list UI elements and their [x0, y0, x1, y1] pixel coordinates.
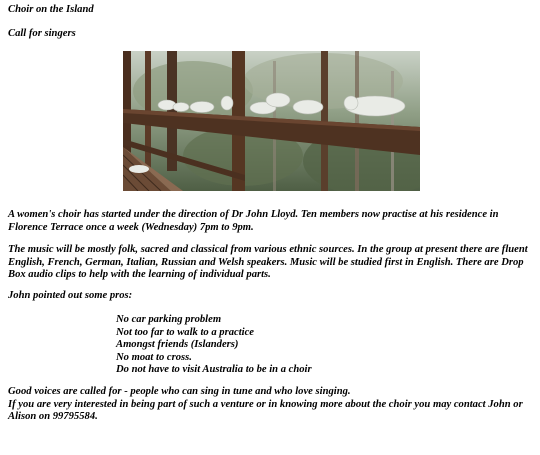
music-paragraph: The music will be mostly folk, sacred and classical from various ethnic sources. In the group at present there are fluent English, French, German, Italian, Russian and Welsh speakers. Music will be studied first in English. There are Drop Box audio clips to help with the learning of individual parts. — [8, 244, 528, 281]
good-voices-line: Good voices are called for - people who can sing in tune and who love singing. — [8, 386, 351, 397]
list-item: Amongst friends (Islanders) — [116, 339, 239, 351]
intro-paragraph: A women's choir has started under the direction of Dr John Lloyd. Ten members now practise at his residence in Florence Terrace once a week (Wednesday) 7pm to 9pm. — [8, 209, 499, 233]
document-title: Choir on the Island — [8, 4, 94, 15]
list-item: Not too far to walk to a practice — [116, 326, 255, 338]
contact-line: If you are very interested in being part of such a venture or in knowing more about the choir you may contact John or Alison on 99795584. — [8, 398, 523, 423]
closing-paragraph — [8, 386, 534, 424]
pros-intro: John pointed out some pros: — [8, 290, 133, 301]
list-item: Do not have to visit Australia to be in a choir — [116, 364, 312, 376]
cockatoos-on-railing-photo — [123, 51, 420, 191]
list-item: No car parking problem — [116, 314, 222, 325]
document-subtitle: Call for singers — [8, 28, 76, 39]
list-item: No moat to cross. — [116, 351, 192, 363]
pros-list — [116, 314, 312, 377]
